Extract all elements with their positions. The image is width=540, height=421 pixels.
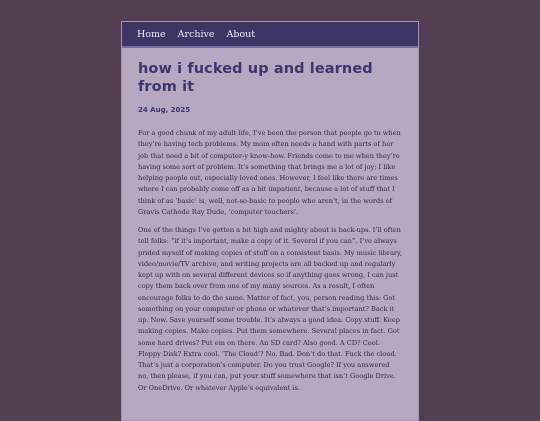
post-date: 24 Aug, 2025 [138, 106, 191, 114]
nav-home-link[interactable]: Home [137, 28, 166, 40]
top-nav [122, 22, 418, 48]
nav-archive-link[interactable]: Archive [177, 28, 215, 40]
page-container [121, 21, 419, 421]
nav-about-link[interactable]: About [226, 28, 256, 40]
post-title: how i fucked up and learned from it [138, 61, 373, 95]
post-content [122, 48, 418, 394]
post-paragraph: One of the things I’ve gotten a bit high and mighty about is back-ups. I’ll often tell folks: “if it’s important, make a copy of it. Several if you can”. I’ve always prided myself of making copies of stuff on a consistent basis. My music library, video/movie/TV archive, and writing projects are all backed up and regularly kept up with on several different devices so if anything goes wrong, I can just copy them back over from one of my many sources. As a result, I often encourage folks to do the same. Matter of fact, you, person reading this: Got something on your computer or phone or whatever that’s important? Back it up. Now. Save yourself some trouble. It’s always a good idea. Copy stuff. Keep making copies. Make copies. Put them somewhere. Several places in fact. Got some hard drives? Put em on there. An SD card? Also good. A CD? Cool. Floppy Disk? Extra cool. ‘The Cloud’? No. Bad. Don’t do that. Fuck the cloud. That’s just a corporation’s computer. Do you trust Google? If you answered no, then please, if you can, put your stuff somewhere that isn’t Google Drive. Or OneDrive. Or whatever Apple’s equivalent is. [138, 226, 402, 392]
post-paragraph: For a good chunk of my adult life, I’ve been the person that people go to when they’re having tech problems. My mom often needs a hand with parts of her job that need a bit of computer-y know-how. Friends come to me when they’re having some sort of problem. It’s something that brings me a lot of joy; I like helping people out, especially loved ones. However, I feel like there are times where I can probably come off as a bit impatient, because a lot of stuff that I think of as ‘basic’ is, well, not-so-basic to people who aren’t, in the words of Gravis Cathode Ray Dude, ‘computer touchers’. [138, 129, 401, 216]
